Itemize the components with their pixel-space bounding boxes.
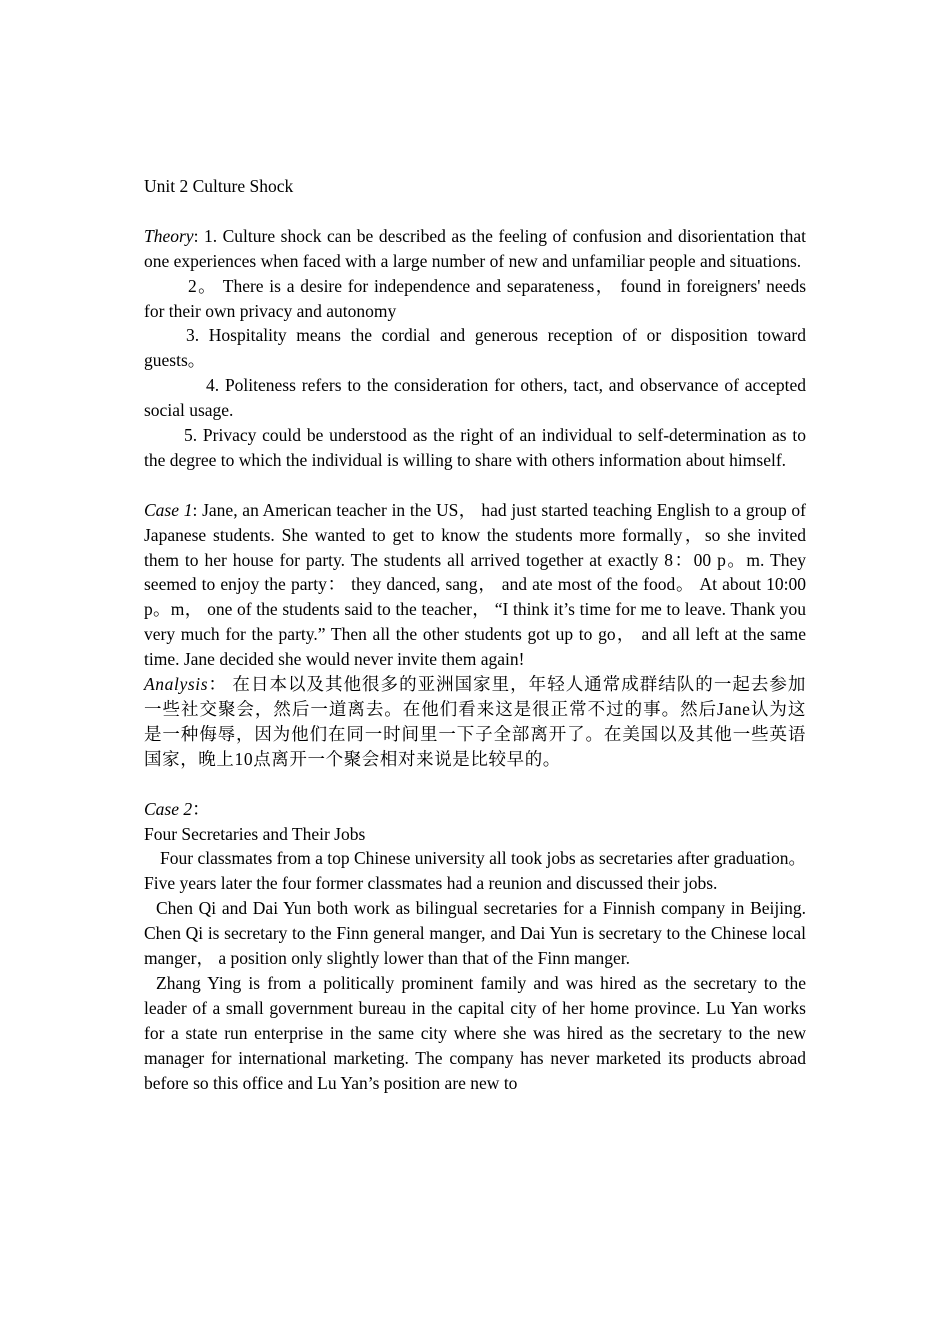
- theory-label: Theory: [144, 225, 194, 246]
- spacer: [144, 772, 806, 797]
- theory-point-1-text: : 1. Culture shock can be described as the feeling of confusion and disorientation that one experiences when faced with a large number of new and unfamiliar people and situations.: [144, 225, 806, 271]
- analysis-text: ： 在日本以及其他很多的亚洲国家里，年轻人通常成群结队的一起去参加一些社交聚会，然后一道离去。在他们看来这是很正常不过的事。然后Jane认为这是一种侮辱，因为他们在同一时间里一下子全部离开了。在美国以及其他一些英语国家，晚上10点离开一个聚会相对来说是比较早的。: [144, 674, 806, 769]
- analysis-label: Analysis: [144, 674, 209, 695]
- theory-point-4: 4. Politeness refers to the consideration for others, tact, and observance of accepted social usage.: [144, 375, 806, 421]
- theory-point-1: [144, 224, 806, 274]
- case-1-paragraph: [144, 498, 806, 672]
- case-2-label-suffix: ：: [192, 798, 210, 819]
- case-1-analysis: [144, 672, 806, 772]
- case-2-label: Case 2: [144, 798, 193, 819]
- document-title: Unit 2 Culture Shock: [144, 176, 294, 196]
- spacer: [144, 473, 806, 498]
- case-1-label: Case 1: [144, 499, 193, 520]
- case-2-paragraph-3: Zhang Ying is from a politically prominent family and was hired as the secretary to the leader of a small government bureau in the capital city of her home province. Lu Yan works for a state run enterprise in the same city where she was hired as the secretary to the new manager for international marketing. The company has never marketed its products abroad before so this office and Lu Yan’s position are new to: [144, 972, 806, 1093]
- case-2-paragraph-2: Chen Qi and Dai Yun both work as bilingual secretaries for a Finnish company in Beijing. Chen Qi is secretary to the Finn general manger, and Dai Yun is secretary to the Chinese local manger， a position only slightly lower than that of the Finn manger.: [144, 898, 806, 969]
- case-2-paragraph-1: Four classmates from a top Chinese university all took jobs as secretaries after graduation。 Five years later the four former classmates had a reunion and discussed their jobs.: [144, 848, 806, 894]
- theory-point-2: 2。 There is a desire for independence and separateness， found in foreigners' needs for their own privacy and autonomy: [144, 275, 806, 321]
- case-2-subtitle: Four Secretaries and Their Jobs: [144, 823, 366, 844]
- case-2-heading: [144, 797, 806, 822]
- theory-point-3: 3. Hospitality means the cordial and generous reception of or disposition toward guests。: [144, 325, 806, 371]
- case-1-text: : Jane, an American teacher in the US， had just started teaching English to a group of Japanese students. She wanted to get to know the students more formally，so she invited them to her house for party. The students all arrived together at exactly 8：00 p。m. They seemed to enjoy the party： they danced, sang， and ate most of the food。 At about 10:00 p。m， one of the students said to the teacher， “I think it’s time for me to leave. Thank you very much for the party.” Then all the other students got up to go， and all left at the same time. Jane decided she would never invite them again!: [144, 499, 807, 670]
- spacer: [144, 199, 806, 224]
- document-body: [144, 174, 806, 1095]
- theory-point-5: 5. Privacy could be understood as the right of an individual to self-determination as to the degree to which the individual is willing to share with others information about himself.: [144, 425, 806, 470]
